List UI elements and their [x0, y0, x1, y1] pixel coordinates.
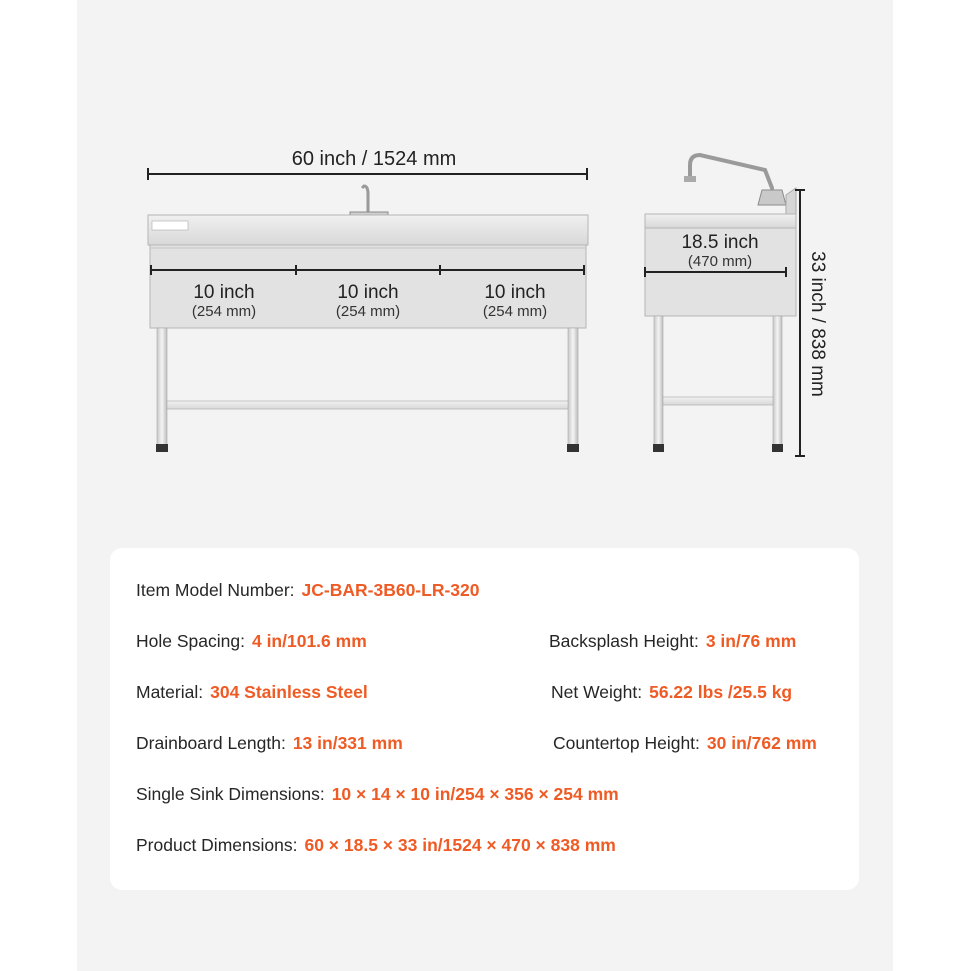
sink-1-width-label: 10 inch — [193, 282, 255, 303]
side-top — [645, 214, 796, 228]
front-right-foot — [567, 444, 579, 452]
sink-2-width-mm: (254 mm) — [335, 303, 401, 320]
spec-value: 56.22 lbs /25.5 kg — [649, 682, 793, 702]
side-view — [645, 155, 805, 456]
vevor-logo — [152, 221, 188, 230]
spec-label: Hole Spacing: — [136, 631, 245, 651]
height-label: 33 inch / 838 mm — [807, 251, 828, 397]
spec-model-number — [136, 580, 480, 601]
spec-value: 3 in/76 mm — [705, 631, 797, 651]
spec-single-sink-dimensions — [136, 784, 619, 805]
total-width-label: 60 inch / 1524 mm — [291, 148, 457, 170]
spec-material — [136, 682, 368, 703]
depth-mm: (470 mm) — [687, 253, 753, 270]
spec-label: Net Weight: — [551, 682, 643, 702]
spec-value: 10 × 14 × 10 in/254 × 356 × 254 mm — [331, 784, 619, 804]
spec-backsplash-height — [549, 631, 796, 652]
spec-label: Backsplash Height: — [549, 631, 699, 651]
side-front-leg — [654, 316, 663, 446]
depth-label: 18.5 inch — [681, 232, 759, 253]
spec-value: 304 Stainless Steel — [210, 682, 368, 702]
spec-label: Drainboard Length: — [136, 733, 286, 753]
spec-label: Single Sink Dimensions: — [136, 784, 325, 804]
front-crossbar — [167, 401, 568, 409]
spec-label: Material: — [136, 682, 204, 702]
spec-value: JC-BAR-3B60-LR-320 — [301, 580, 480, 600]
spec-hole-spacing — [136, 631, 367, 652]
front-left-foot — [156, 444, 168, 452]
side-back-leg — [773, 316, 782, 446]
spec-value: 13 in/331 mm — [292, 733, 403, 753]
spec-product-dimensions — [136, 835, 616, 856]
side-backsplash — [786, 188, 796, 214]
spec-drainboard-length — [136, 733, 403, 754]
spec-label: Product Dimensions: — [136, 835, 298, 855]
sink-2-width-label: 10 inch — [337, 282, 399, 303]
side-crossbar — [663, 397, 773, 405]
front-right-leg — [568, 328, 578, 446]
sink-3-width-label: 10 inch — [484, 282, 546, 303]
spec-label: Item Model Number: — [136, 580, 295, 600]
sink-1-width-mm: (254 mm) — [191, 303, 257, 320]
spec-label: Countertop Height: — [553, 733, 700, 753]
spec-countertop-height — [553, 733, 817, 754]
spec-value: 60 × 18.5 × 33 in/1524 × 470 × 838 mm — [304, 835, 616, 855]
side-faucet — [684, 155, 786, 205]
spec-value: 4 in/101.6 mm — [251, 631, 367, 651]
spec-value: 30 in/762 mm — [706, 733, 817, 753]
sink-3-width-mm: (254 mm) — [482, 303, 548, 320]
front-left-leg — [157, 328, 167, 446]
spec-net-weight — [551, 682, 792, 703]
front-backsplash — [148, 215, 588, 245]
